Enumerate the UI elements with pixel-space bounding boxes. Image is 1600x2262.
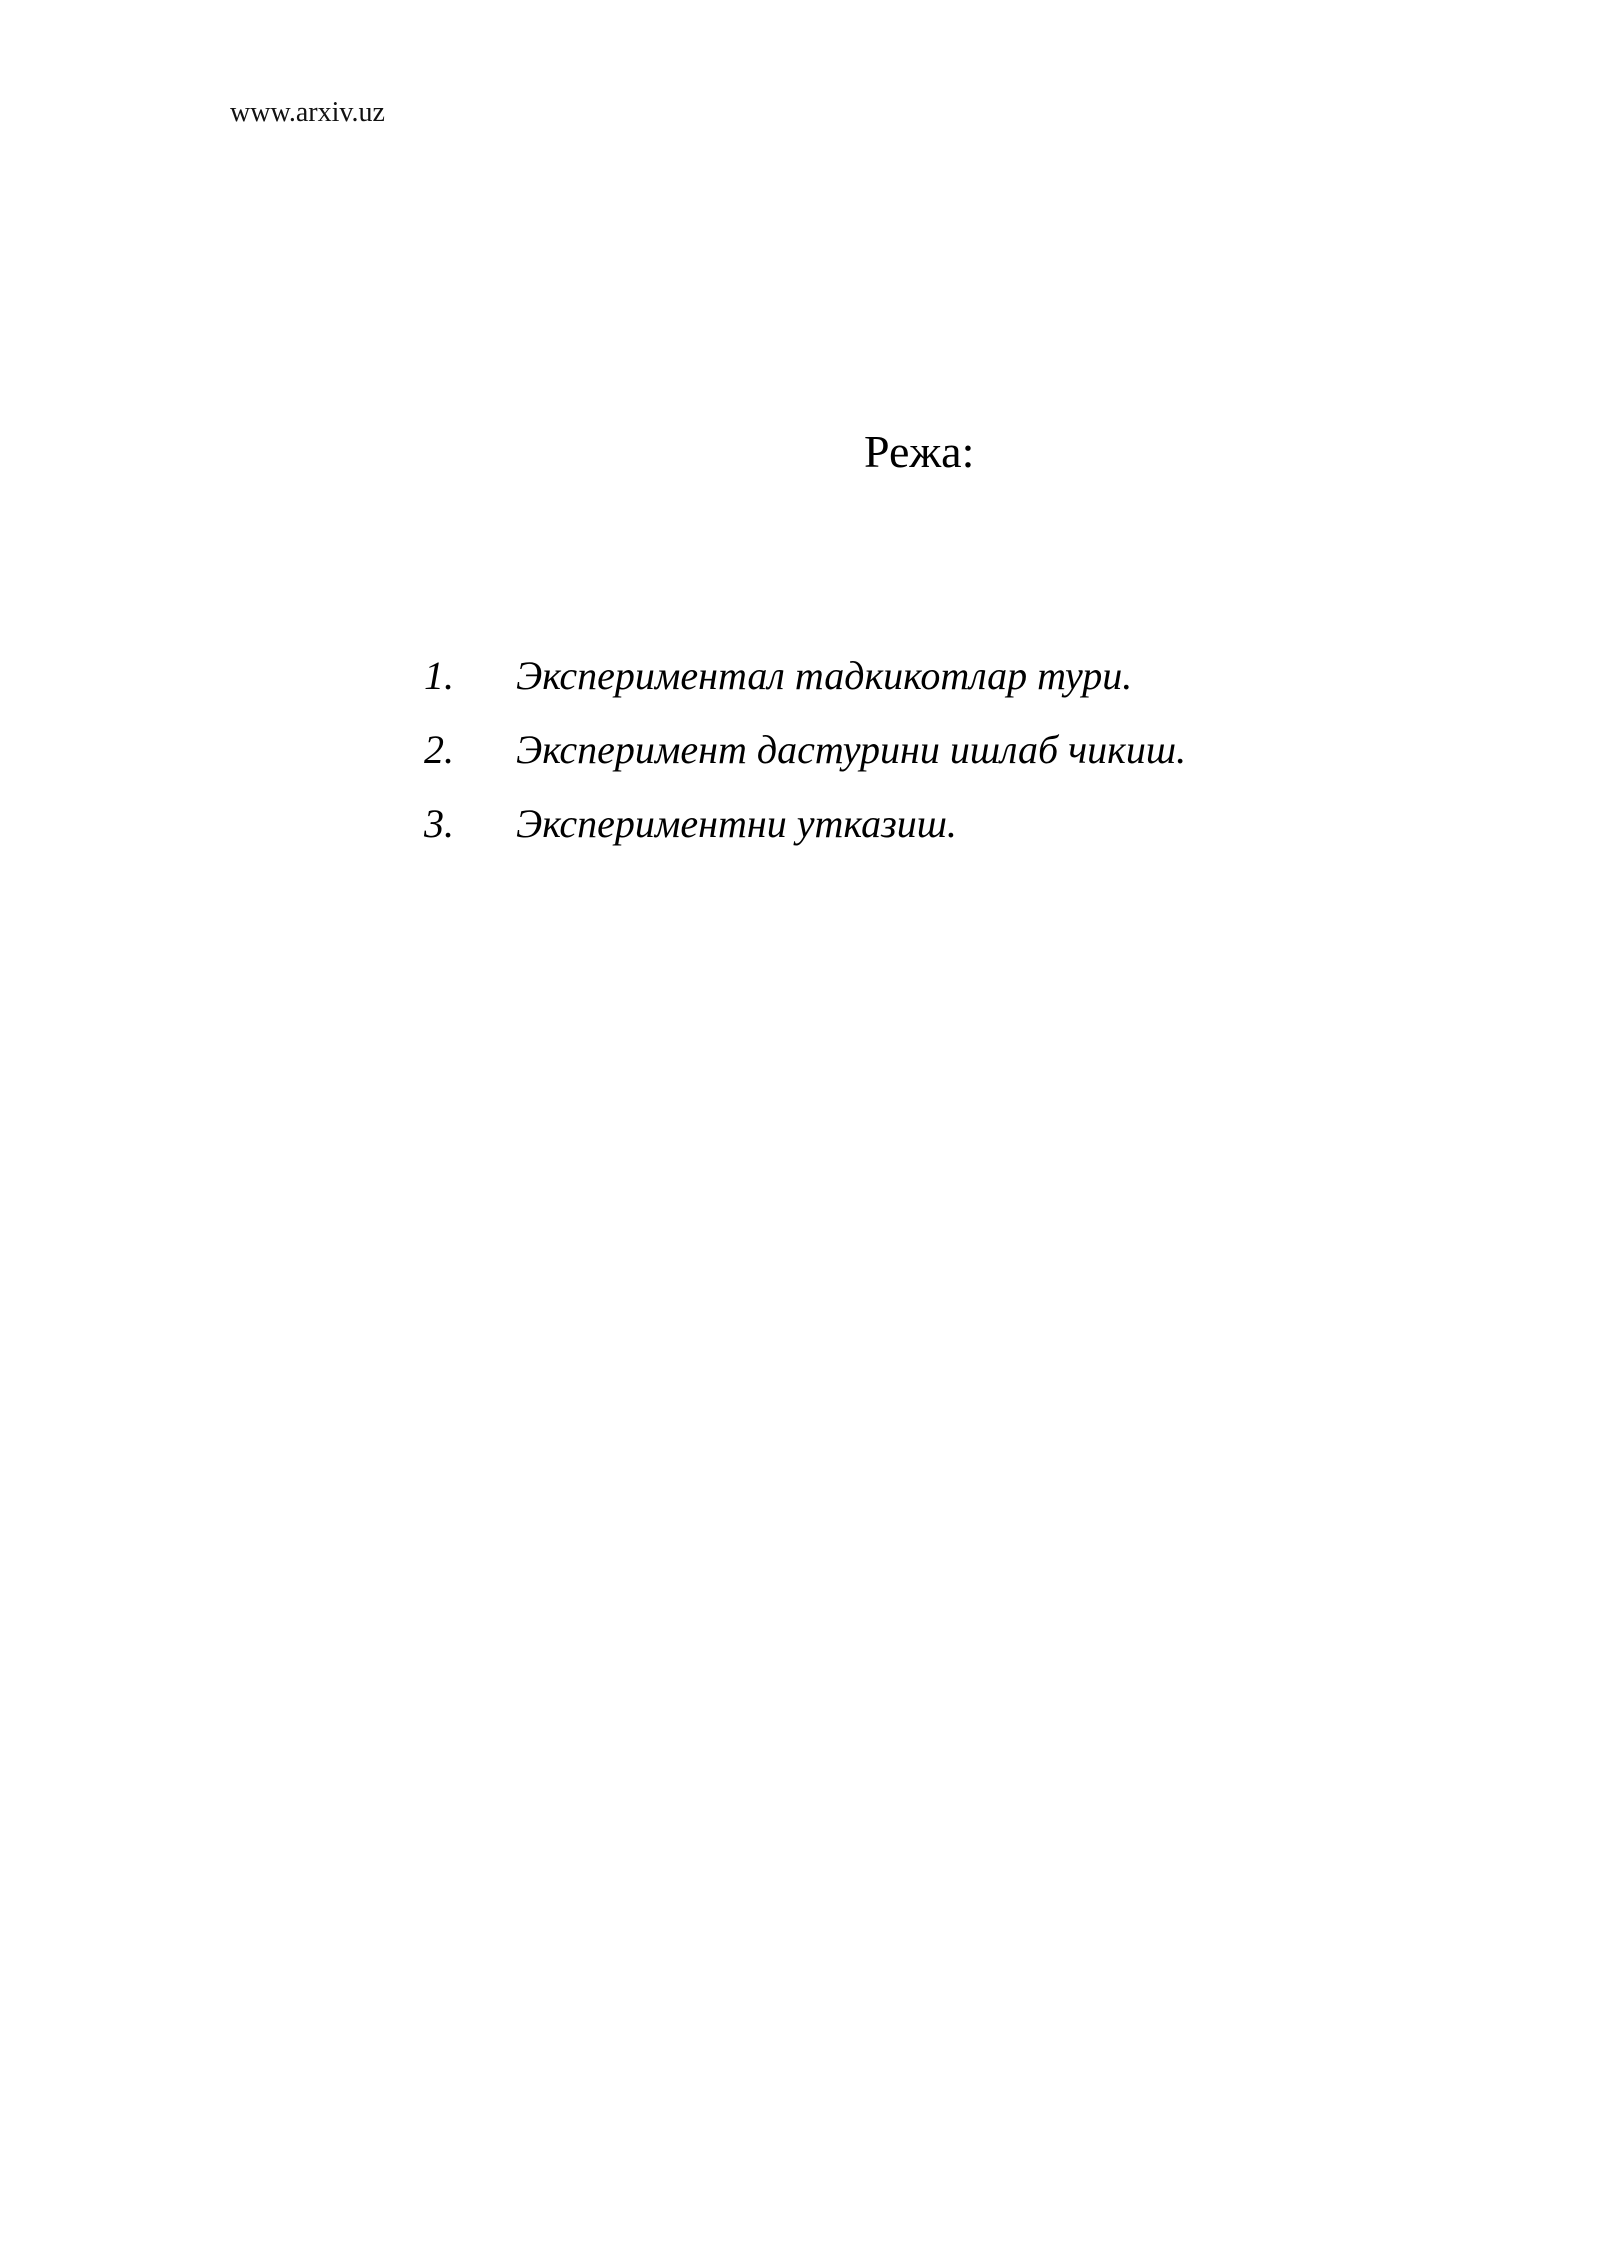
plan-title: Режа: [864,426,975,477]
site-header-url: www.arxiv.uz [230,97,385,128]
plan-item-text: Экспериментал тадкикотлар тури. [516,653,1133,698]
plan-list [424,650,1186,872]
plan-item-1 [424,650,1186,724]
plan-item-text: Эксперимент дастурини ишлаб чикиш. [516,727,1187,772]
plan-item-3 [424,798,1186,872]
plan-item-text: Экспериментни утказиш. [516,801,957,846]
plan-item-2 [424,724,1186,798]
plan-item-number: 1. [424,653,454,698]
plan-item-number: 2. [424,727,454,772]
plan-item-number: 3. [424,801,454,846]
